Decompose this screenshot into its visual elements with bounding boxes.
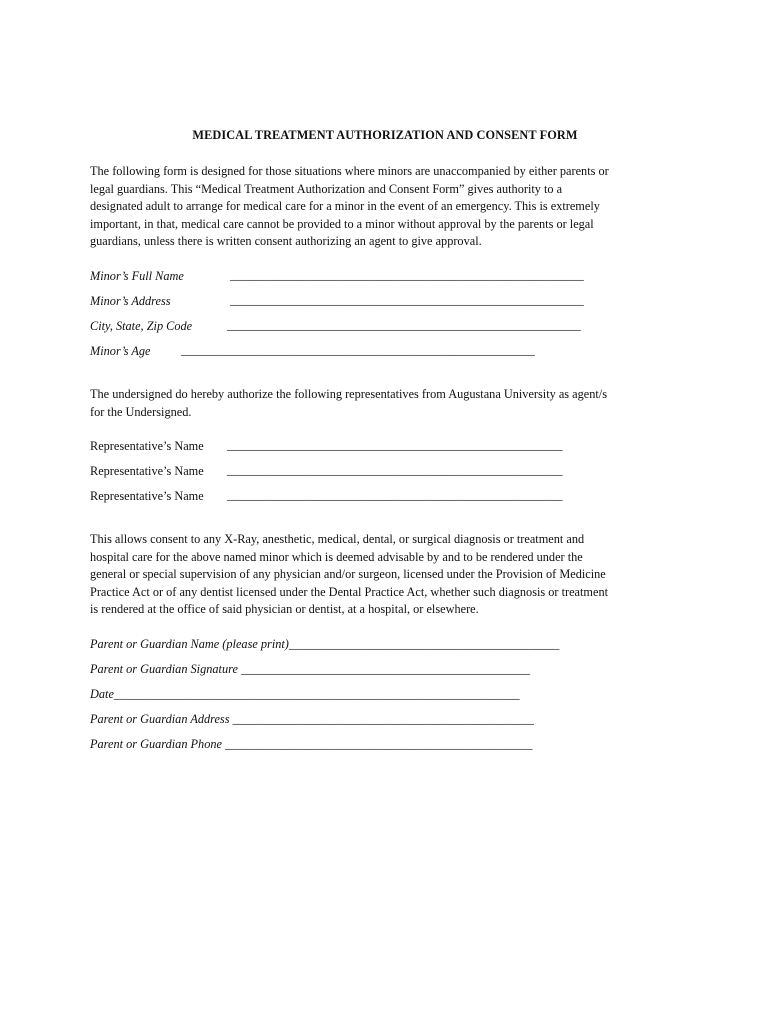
representative-3-blank[interactable]: _______________________________________________________	[227, 488, 563, 502]
minor-full-name-blank[interactable]: __________________________________________________________	[230, 268, 584, 282]
minor-address-blank[interactable]: __________________________________________________________	[230, 293, 584, 307]
authorize-paragraph	[90, 386, 690, 421]
date-label: Date	[90, 687, 114, 701]
parent-name-field	[90, 636, 559, 653]
parent-signature-blank[interactable]: _______________________________________________	[240, 662, 530, 676]
parent-phone-label: Parent or Guardian Phone	[90, 737, 226, 751]
authorize-line: for the Undersigned.	[90, 404, 192, 419]
representative-2-blank[interactable]: _______________________________________________________	[227, 463, 563, 477]
parent-name-blank[interactable]: ____________________________________________	[288, 637, 560, 651]
minor-full-name-label: Minor’s Full Name	[90, 269, 184, 283]
minor-age-blank[interactable]: __________________________________________________________	[181, 343, 535, 357]
city-state-zip-field	[90, 318, 192, 335]
date-field	[90, 686, 520, 703]
representative-1-blank[interactable]: _______________________________________________________	[227, 438, 563, 452]
intro-line: guardians, unless there is written consent authorizing an agent to give approval.	[90, 234, 482, 249]
consent-line: hospital care for the above named minor which is deemed advisable by and to be rendered under the	[90, 549, 583, 564]
minor-age-field	[90, 343, 150, 360]
intro-paragraph	[90, 163, 690, 251]
representative-1-field	[90, 438, 204, 455]
parent-address-field	[90, 711, 534, 728]
consent-line: This allows consent to any X-Ray, anesthetic, medical, dental, or surgical diagnosis or treatment and	[90, 532, 585, 546]
parent-signature-label: Parent or Guardian Signature	[90, 662, 241, 676]
parent-name-label: Parent or Guardian Name (please print)	[90, 637, 289, 651]
city-state-zip-label: City, State, Zip Code	[90, 319, 193, 333]
consent-line: general or special supervision of any physician and/or surgeon, licensed under the Provision of Medicine	[90, 567, 606, 582]
form-title: MEDICAL TREATMENT AUTHORIZATION AND CONSENT FORM	[192, 128, 578, 142]
representative-2-field	[90, 463, 204, 480]
parent-signature-field	[90, 661, 530, 678]
intro-line: The following form is designed for those situations where minors are unaccompanied by either parents or	[90, 164, 609, 178]
date-blank[interactable]: __________________________________________________________________	[113, 687, 520, 701]
parent-phone-blank[interactable]: __________________________________________________	[225, 737, 533, 751]
parent-address-label: Parent or Guardian Address	[90, 712, 233, 726]
minor-address-label: Minor’s Address	[90, 294, 171, 308]
intro-line: important, in that, medical care cannot be provided to a minor without approval by the parents or legal	[90, 216, 594, 231]
parent-phone-field	[90, 736, 532, 753]
minor-full-name-field	[90, 268, 184, 285]
consent-paragraph	[90, 531, 690, 619]
city-state-zip-blank[interactable]: __________________________________________________________	[227, 318, 581, 332]
representative-2-label: Representative’s Name	[90, 464, 204, 478]
minor-address-field	[90, 293, 171, 310]
intro-line: designated adult to arrange for medical care for a minor in the event of an emergency. This is extremely	[90, 199, 600, 214]
consent-line: Practice Act or of any dentist licensed under the Dental Practice Act, whether such diagnosis or treatment	[90, 584, 609, 599]
minor-age-label: Minor’s Age	[90, 344, 151, 358]
parent-address-blank[interactable]: _________________________________________________	[232, 712, 534, 726]
consent-line: is rendered at the office of said physician or dentist, at a hospital, or elsewhere.	[90, 602, 479, 617]
intro-line: legal guardians. This “Medical Treatment Authorization and Consent Form” gives authority to a	[90, 181, 563, 196]
representative-1-label: Representative’s Name	[90, 439, 204, 453]
authorize-line: The undersigned do hereby authorize the following representatives from Augustana University as agent/s	[90, 387, 608, 401]
representative-3-field	[90, 488, 204, 505]
representative-3-label: Representative’s Name	[90, 489, 204, 503]
